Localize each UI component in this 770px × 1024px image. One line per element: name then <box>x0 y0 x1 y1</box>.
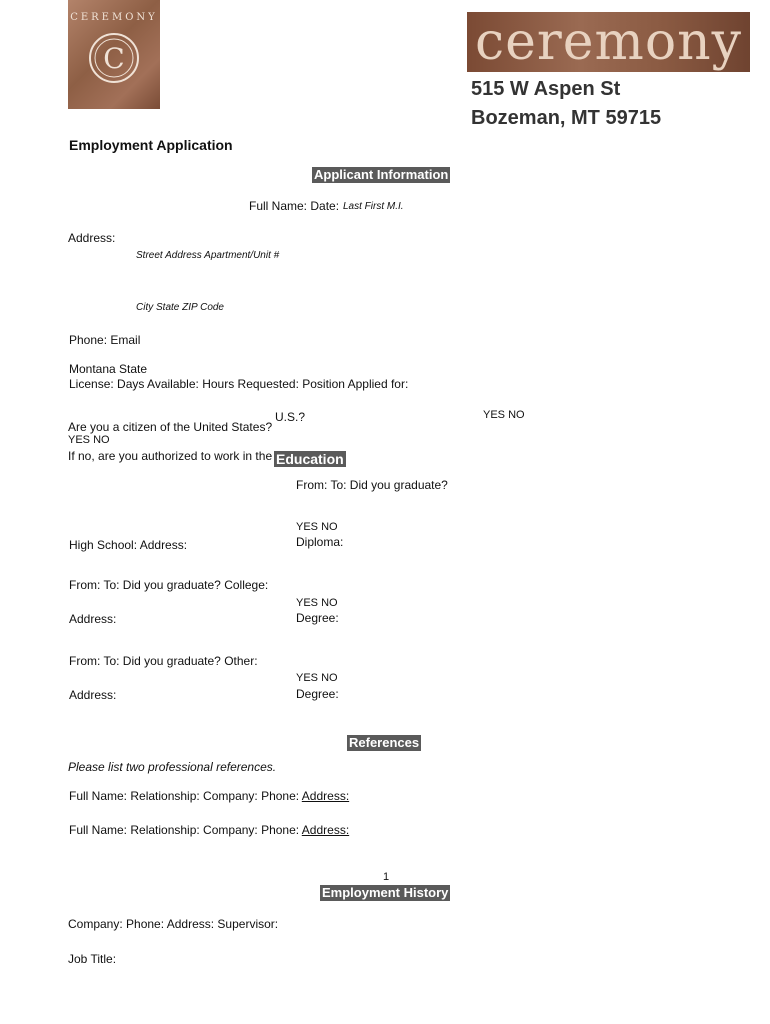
section-header-references: References <box>349 735 420 750</box>
ceremony-seal-logo <box>68 0 160 109</box>
reference-1-address: Address: <box>301 789 350 803</box>
references-instruction: Please list two professional references. <box>68 760 277 774</box>
seal-ring-text: CEREMONY <box>70 12 158 23</box>
city-hint: City State ZIP Code <box>136 302 224 313</box>
license-state-label: Montana State <box>69 362 148 376</box>
reference-2-address: Address: <box>301 823 350 837</box>
edu-from-to-2: From: To: Did you graduate? College: <box>69 578 269 592</box>
other-address-label: Address: <box>69 688 117 702</box>
edu-yes-no-2: YES NO <box>296 597 338 609</box>
us-label: U.S.? <box>275 410 306 424</box>
phone-email-label: Phone: Email <box>69 333 141 347</box>
full-name-date-label: Full Name: Date: <box>249 199 340 213</box>
diploma-label: Diploma: <box>296 535 344 549</box>
seal-letter: C <box>103 42 125 75</box>
license-line: License: Days Available: Hours Requested: Position Applied for: <box>69 377 409 391</box>
college-address-label: Address: <box>69 612 117 626</box>
section-header-applicant: Applicant Information <box>314 167 449 182</box>
employment-company-line: Company: Phone: Address: Supervisor: <box>68 917 279 931</box>
address-line-1: 515 W Aspen St <box>471 78 621 100</box>
reference-2-fields: Full Name: Relationship: Company: Phone: <box>69 823 300 837</box>
page-number: 1 <box>383 871 390 883</box>
reference-1-line <box>69 789 349 803</box>
seal-emblem-icon <box>68 0 160 109</box>
wordmark-text: ceremony <box>475 12 743 72</box>
address-label: Address: <box>68 231 116 245</box>
edu-from-to-1: From: To: Did you graduate? <box>296 478 448 492</box>
edu-yes-no-1: YES NO <box>296 521 338 533</box>
college-degree-label: Degree: <box>296 611 339 625</box>
section-header-employment: Employment History <box>322 885 449 900</box>
authorized-question: If no, are you authorized to work in the <box>68 449 273 463</box>
reference-2-line <box>69 823 349 837</box>
high-school-label: High School: Address: <box>69 538 188 552</box>
reference-1-fields: Full Name: Relationship: Company: Phone: <box>69 789 300 803</box>
other-degree-label: Degree: <box>296 687 339 701</box>
name-hint: Last First M.I. <box>343 201 404 212</box>
section-header-education: Education <box>276 451 344 467</box>
address-line-2: Bozeman, MT 59715 <box>471 107 662 129</box>
yes-no-right: YES NO <box>483 409 525 421</box>
page-title: Employment Application <box>69 137 233 153</box>
yes-no-left: YES NO <box>68 434 110 446</box>
citizen-question: Are you a citizen of the United States? <box>68 420 273 434</box>
ceremony-wordmark-logo <box>467 12 750 72</box>
edu-yes-no-3: YES NO <box>296 672 338 684</box>
job-title-label: Job Title: <box>68 952 117 966</box>
street-hint: Street Address Apartment/Unit # <box>136 250 280 261</box>
edu-from-to-3: From: To: Did you graduate? Other: <box>69 654 258 668</box>
